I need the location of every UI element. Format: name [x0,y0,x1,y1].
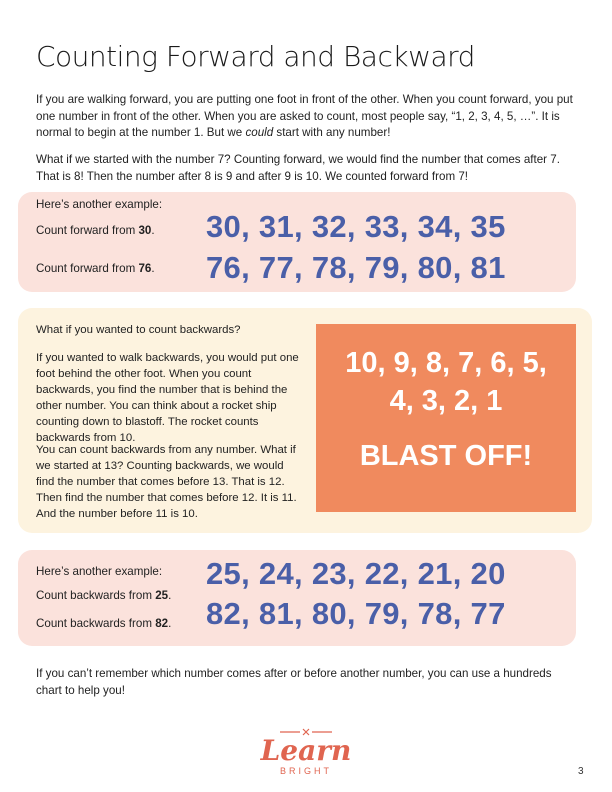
logo-learn-text: Learn [260,734,352,767]
forward-example-heading: Here’s another example: [36,198,163,211]
backward-question: What if you wanted to count backwards? [36,324,241,336]
forward-row1-label: Count forward from 30. [36,224,155,237]
backward-paragraph-2: You can count backwards from any number. What if we started at 13? Counting backwards, we would find the number that comes before 13. That is 12. Then find the number that comes before 12. It is 11. And the number before 11 is 10. [36,444,297,520]
intro-paragraph-2: What if we started with the number 7? Counting forward, we would find the number that comes after 7. That is 8! Then the number after 8 is 9 and after 9 is 10. We counted forward from 7! [36,153,560,183]
backward-example-heading: Here’s another example: [36,565,163,578]
page-number: 3 [578,766,584,777]
backward-row1-sequence: 25, 24, 23, 22, 21, 20 [206,556,506,591]
backward-paragraph-1: If you wanted to walk backwards, you would put one foot behind the other foot. When you count backwards, you find the number that is behind the other number. You can think about a rocket ship counting down to blastoff. The rocket counts backwards from 10. [36,352,299,444]
countdown-panel [316,324,576,512]
countdown-line-1: 10, 9, 8, 7, 6, 5, [345,347,547,379]
forward-row1-sequence: 30, 31, 32, 33, 34, 35 [206,209,506,244]
backward-row1-label: Count backwards from 25. [36,589,172,602]
forward-row2-label: Count forward from 76. [36,262,155,275]
blast-off-text: BLAST OFF! [359,440,533,472]
countdown-line-2: 4, 3, 2, 1 [389,385,503,417]
intro-paragraph-1: If you are walking forward, you are putting one foot in front of the other. When you count forward, you put one number in front of the other. When you are asked to count, most people say, “1, 2, 3, 4, 5, …”. It is normal to begin at the number 1. But we could start with any number! [36,93,573,139]
backward-row2-label: Count backwards from 82. [36,617,172,630]
logo-bright-text: BRIGHT [279,766,332,776]
backward-row2-sequence: 82, 81, 80, 79, 78, 77 [206,596,506,631]
forward-row2-sequence: 76, 77, 78, 79, 80, 81 [206,250,506,285]
closing-paragraph: If you can’t remember which number comes after or before another number, you can use a hundreds chart to help you! [36,667,552,697]
page-title: Counting Forward and Backward [36,40,475,73]
learn-bright-logo [250,728,362,776]
